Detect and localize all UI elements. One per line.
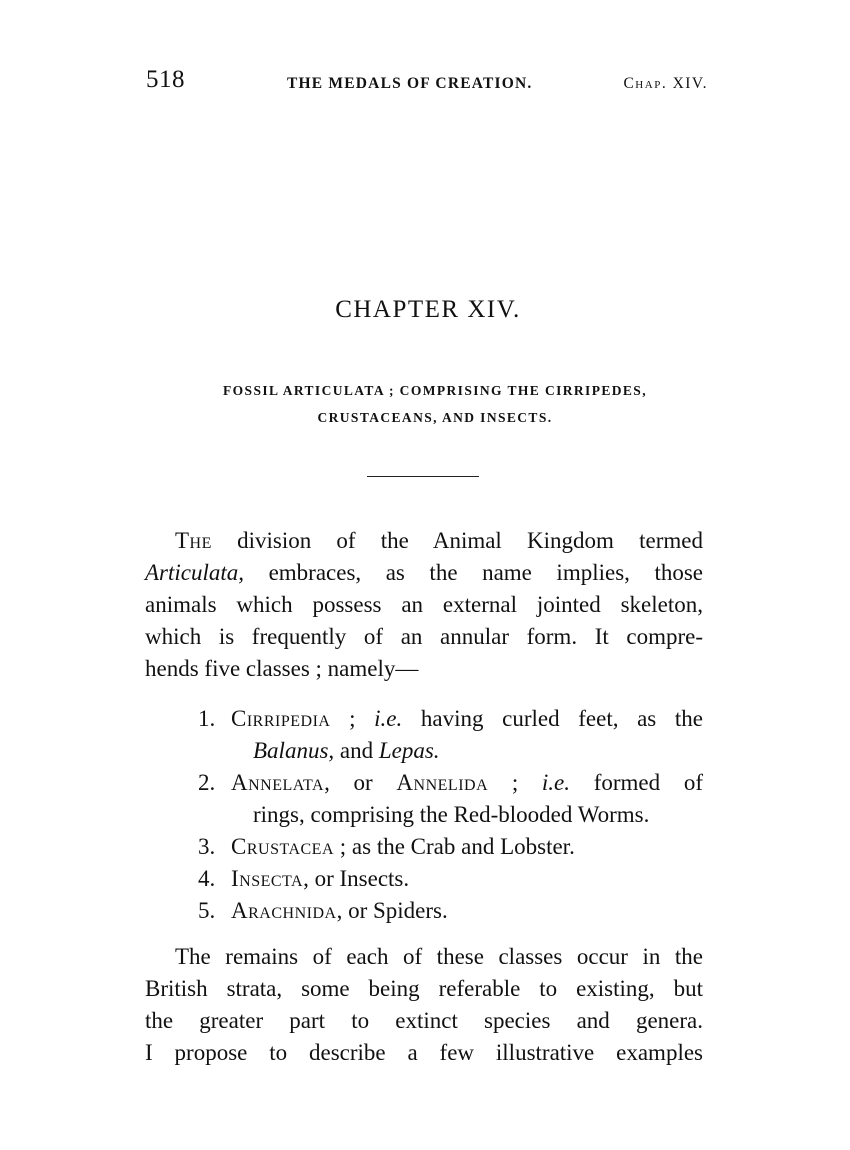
paragraph-line: British strata, some being referable to existing, but — [145, 976, 703, 1001]
line-text: formed of — [570, 770, 703, 795]
paragraph-line: I propose to describe a few illustrative examples — [145, 1040, 703, 1065]
line-text: ; as the Crab and Lobster. — [334, 834, 575, 859]
line-text: ; — [330, 706, 375, 731]
class-name: Crustacea — [231, 834, 335, 859]
paragraph-line: The remains of each of these classes occur in the — [175, 944, 703, 969]
list-item — [198, 703, 703, 767]
item-line — [231, 703, 703, 735]
classes-list — [198, 703, 703, 927]
line-text: and — [334, 738, 379, 763]
list-item — [198, 831, 703, 863]
paragraph-line: animals which possess an external jointed skeleton, — [145, 592, 703, 617]
genus-name: Lepas. — [378, 738, 440, 763]
chapter-title: CHAPTER XIV. — [335, 296, 521, 323]
item-number: 3. — [198, 834, 216, 859]
chapter-subtitle-line: FOSSIL ARTICULATA ; COMPRISING THE CIRRIPEDES, — [222, 383, 647, 398]
abbrev: i.e. — [541, 770, 571, 795]
class-name: Insecta — [231, 866, 304, 891]
paragraph-line — [145, 557, 703, 589]
list-item — [198, 863, 703, 895]
chapter-subtitle — [170, 377, 700, 431]
item-line: rings, comprising the Red-blooded Worms. — [253, 802, 650, 827]
line-text: , or — [324, 770, 397, 795]
section-rule — [367, 476, 479, 477]
line-text: having curled feet, as the — [402, 706, 704, 731]
list-item — [198, 767, 703, 831]
class-name: Cirripedia — [231, 706, 331, 731]
closing-paragraph — [145, 941, 703, 1069]
line-text: embraces, as the name implies, those — [244, 560, 703, 585]
line-text: , or Insects. — [303, 866, 410, 891]
paragraph-line: which is frequently of an annular form. It compre- — [145, 624, 703, 649]
running-head — [146, 66, 708, 102]
page-number: 518 — [146, 66, 185, 93]
chapter-subtitle-line: CRUSTACEANS, AND INSECTS. — [317, 410, 553, 425]
abbrev: i.e. — [374, 706, 403, 731]
paragraph-line — [145, 525, 703, 557]
paragraph-line: the greater part to extinct species and genera. — [145, 1008, 703, 1033]
item-number: 5. — [198, 898, 216, 923]
class-name: Annelata — [231, 770, 325, 795]
line-text: , or Spiders. — [336, 898, 448, 923]
item-line — [231, 767, 703, 799]
class-name: Arachnida — [231, 898, 337, 923]
list-item — [198, 895, 703, 927]
drop-word: The — [175, 528, 212, 553]
italic-term: Articulata, — [145, 560, 245, 585]
item-line — [231, 863, 703, 895]
line-text: ; — [488, 770, 542, 795]
item-line — [231, 735, 703, 767]
class-name: Annelida — [396, 770, 489, 795]
paragraph-line: hends five classes ; namely— — [145, 656, 419, 681]
item-line — [231, 895, 703, 927]
running-title: THE MEDALS OF CREATION. — [287, 75, 533, 92]
line-text: division of the Animal Kingdom termed — [211, 528, 703, 553]
item-number: 2. — [198, 770, 216, 795]
genus-name: Balanus, — [253, 738, 335, 763]
running-chapter: Chap. XIV. — [623, 75, 708, 92]
intro-paragraph — [145, 525, 703, 685]
item-line — [231, 831, 703, 863]
item-number: 4. — [198, 866, 216, 891]
item-number: 1. — [198, 706, 216, 731]
